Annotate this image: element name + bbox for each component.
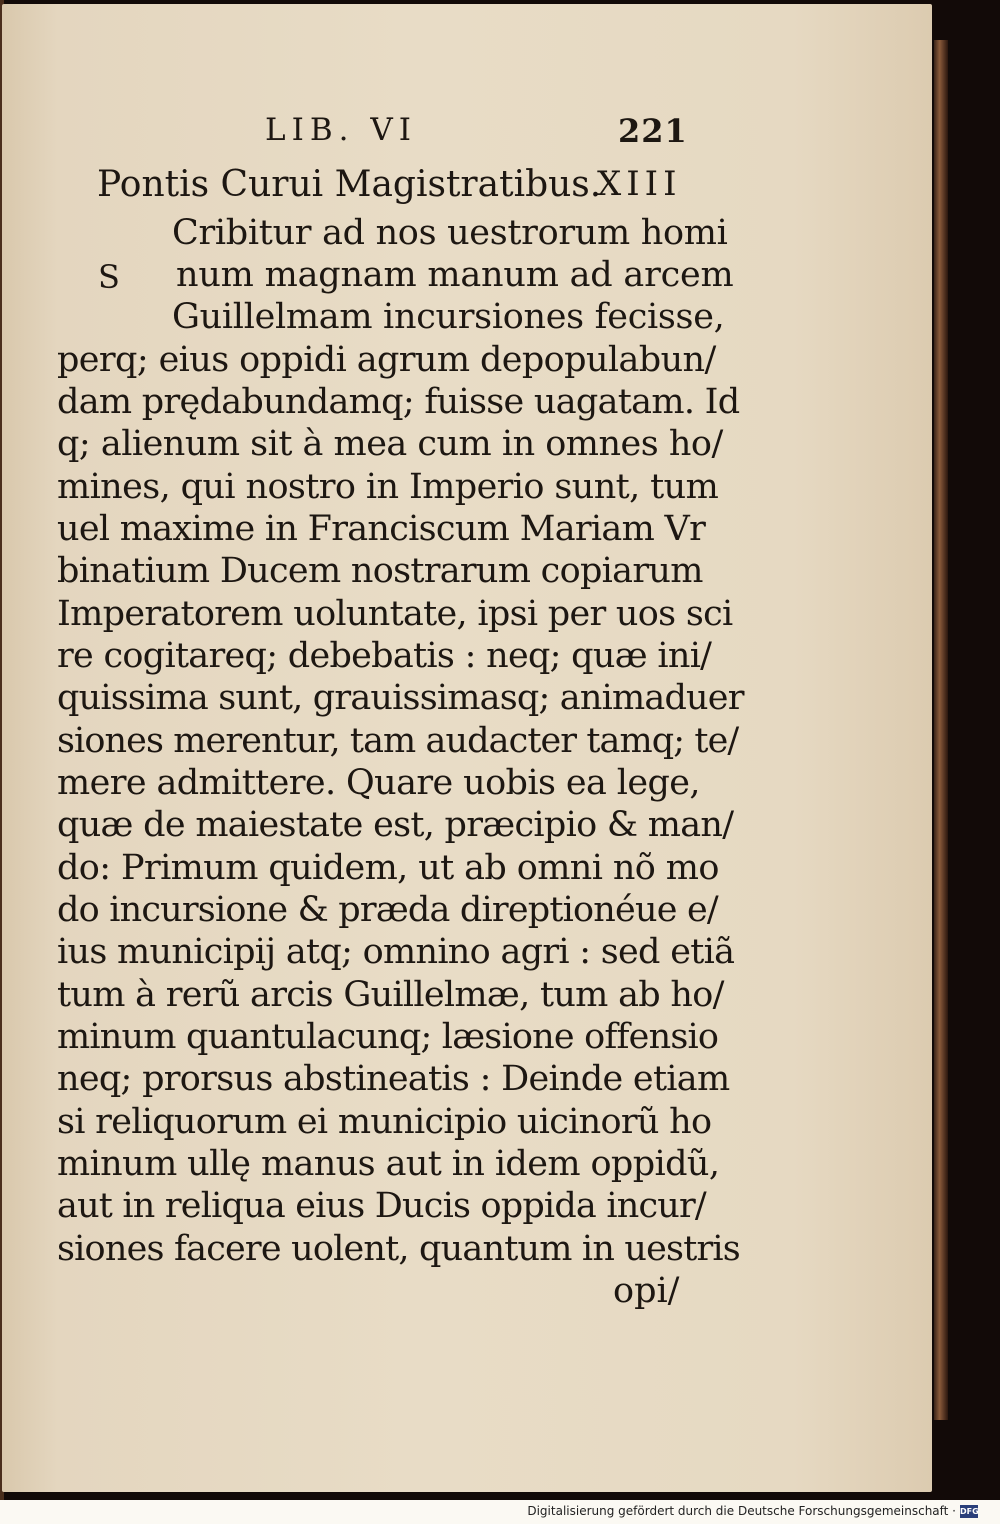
letter-number: XIII <box>597 164 682 204</box>
running-head: LIB. VI <box>265 112 417 148</box>
text-line: quæ de maiestate est, præcipio & man/ <box>57 805 734 845</box>
text-line: Imperatorem uoluntate, ipsi per uos sci <box>57 594 733 634</box>
text-line: neq; prorsus abstineatis : Deinde etiam <box>57 1059 730 1099</box>
text-line: si reliquorum ei municipio uicinorũ ho <box>57 1102 712 1142</box>
text-line: binatium Ducem nostrarum copiarum <box>57 551 703 591</box>
catchword: opi/ <box>613 1271 680 1311</box>
text-line: perq; eius oppidi agrum depopulabun/ <box>57 340 716 380</box>
text-line: re cogitareq; debebatis : neq; quæ ini/ <box>57 636 712 676</box>
text-line: dam prędabundamq; fuisse uagatam. Id <box>57 382 740 422</box>
page-number: 221 <box>618 112 688 150</box>
text-line: minum quantulacunq; læsione offensio <box>57 1017 719 1057</box>
text-line: Cribitur ad nos uestrorum homi <box>172 213 728 253</box>
letter-addressee: Pontis Curui Magistratibus. <box>97 164 602 205</box>
text-line: minum ullę manus aut in idem oppidũ, <box>57 1144 720 1184</box>
text-line: mines, qui nostro in Imperio sunt, tum <box>57 467 719 507</box>
text-line: mere admittere. Quare uobis ea lege, <box>57 763 700 803</box>
text-line: Guillelmam incursiones fecisse, <box>172 297 725 337</box>
initial-letter: S <box>98 258 120 296</box>
text-line: uel maxime in Franciscum Mariam Vr <box>57 509 706 549</box>
text-line: do: Primum quidem, ut ab omni nõ mo <box>57 848 719 888</box>
text-line: siones facere uolent, quantum in uestris <box>57 1229 740 1269</box>
text-line: q; alienum sit à mea cum in omnes ho/ <box>57 424 723 464</box>
right-gutter-shadow <box>934 40 948 1420</box>
text-line: do incursione & præda direptionéue e/ <box>57 890 718 930</box>
dfg-logo: DFG <box>960 1507 979 1516</box>
text-line: tum à rerũ arcis Guillelmæ, tum ab ho/ <box>57 975 724 1015</box>
funding-credit: Digitalisierung gefördert durch die Deutsche Forschungsgemeinschaft · <box>527 1504 956 1518</box>
text-line: ius municipij atq; omnino agri : sed etiã <box>57 932 735 972</box>
text-line: aut in reliqua eius Ducis oppida incur/ <box>57 1186 706 1226</box>
text-line: siones merentur, tam audacter tamq; te/ <box>57 721 739 761</box>
text-line: quissima sunt, grauissimasq; animaduer <box>57 678 744 718</box>
text-line: num magnam manum ad arcem <box>176 255 734 295</box>
